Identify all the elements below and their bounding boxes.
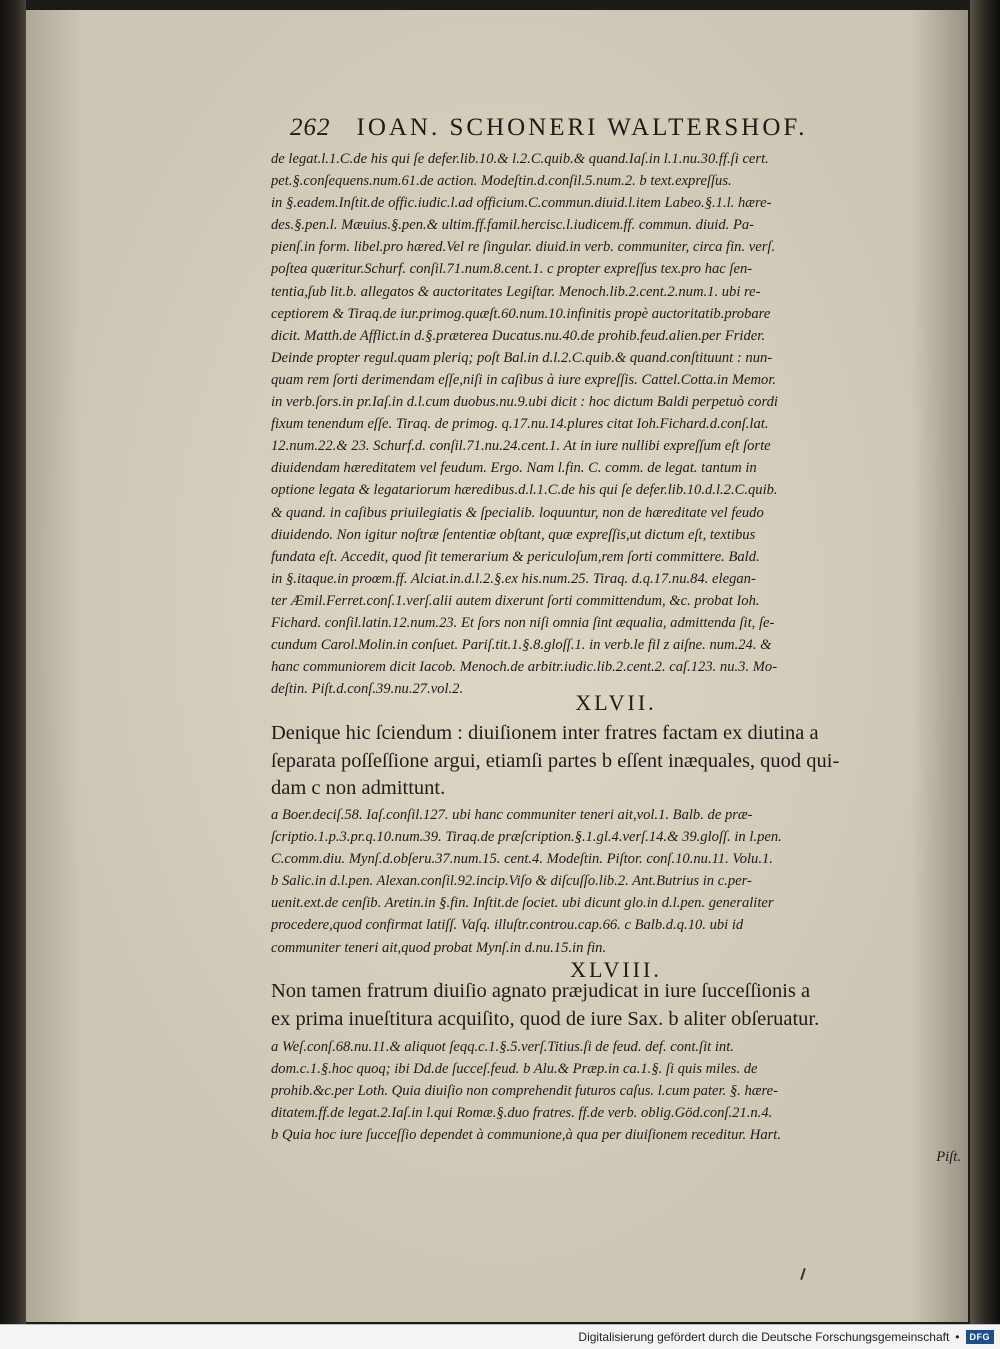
note-line: & quand. in caſibus priuilegiatis & ſpecialib. loquuntur, non de hæreditate vel feudo	[271, 504, 764, 521]
note-line: pet.§.conſequens.num.61.de action. Modeſtin.d.conſil.5.num.2. b text.expreſſus.	[271, 173, 732, 190]
paragraph-line: ex prima inueſtitura acquiſito, quod de iure Sax. b aliter obſeruatur.	[271, 1007, 820, 1030]
paragraph-line: Non tamen fratrum diuiſio agnato præjudicat in iure ſucceſſionis a	[271, 980, 811, 1002]
note-line: tentia,ſub lit.b. allegatos & auctoritates Legiſtar. Menoch.lib.2.cent.2.num.1. ubi re-	[271, 283, 761, 300]
page-header	[290, 114, 920, 142]
note-line: des.§.pen.l. Mæuius.§.pen.& ultim.ff.famil.hercisc.l.iudicem.ff. commun. diuid. Pa-	[271, 217, 755, 234]
running-title: IOAN. SCHONERI WALTERSHOF.	[356, 114, 808, 141]
note-line: pienſ.in form. libel.pro hæred.Vel re ſingular. diuid.in verb. communiter, circa fin. verſ.	[271, 239, 776, 256]
note-line: uenit.ext.de cenſib. Aretin.in §.fin. Inſtit.de ſociet. ubi dicunt glo.in d.l.pen. generaliter	[271, 895, 774, 912]
note-line: fixum tenendum eſſe. Tiraq. de primog. q.17.nu.14.plures citat Ioh.Fichard.d.conſ.lat.	[271, 416, 769, 433]
footer-credit-bar: Digitalisierung gefördert durch die Deutsche Forschungsgemeinschaft • DFG	[0, 1324, 1000, 1349]
section-47-notes	[271, 804, 961, 959]
section-48-notes	[271, 1036, 961, 1169]
note-line: in verb.ſors.in pr.Iaſ.in d.l.cum duobus.nu.9.ubi dicit : hoc dictum Baldi perpetuò cordi	[271, 394, 778, 411]
note-line: ceptiorem & Tiraq.de iur.primog.quæſt.60.num.10.infinitis propè auctoritatib.probare	[271, 305, 771, 322]
note-line: ter Æmil.Ferret.conſ.1.verſ.alii autem dixerunt ſorti committendum, &c. probat Ioh.	[271, 592, 760, 609]
note-line: ditatem.ff.de legat.2.Iaſ.in l.qui Romæ.§.duo fratres. ff.de verb. oblig.Göd.conſ.21.n.4.	[271, 1105, 773, 1122]
note-line: C.comm.diu. Mynſ.d.obſeru.37.num.15. cent.4. Modeſtin. Piſtor. conſ.10.nu.11. Volu.1.	[271, 851, 773, 868]
note-line: de legat.l.1.C.de his qui ſe defer.lib.10.& l.2.C.quib.& quand.Iaſ.in l.1.nu.30.ff.ſi cert.	[271, 151, 769, 167]
paragraph-line: Denique hic ſciendum : diuiſionem inter fratres factam ex diutina a	[271, 722, 819, 744]
note-line: 12.num.22.& 23. Schurf.d. conſil.71.nu.24.cent.1. At in iure nullibi expreſſum eſt ſorte	[271, 438, 771, 455]
note-line: hanc communiorem dicit Iacob. Menoch.de arbitr.iudic.lib.2.cent.2. caſ.123. nu.3. Mo-	[271, 659, 778, 676]
note-line: fundata eſt. Accedit, quod ſit temerarium & periculoſum,rem ſorti committere. Bald.	[271, 548, 760, 565]
note-line: diuidendam hæreditatem vel feudum. Ergo. Nam l.fin. C. comm. de legat. tantum in	[271, 460, 757, 477]
note-line: quam rem ſorti derimendam eſſe,niſi in caſibus à iure expreſſis. Cattel.Cotta.in Memor.	[271, 371, 777, 388]
section-47-paragraph	[271, 720, 961, 803]
notes-top-block	[271, 148, 961, 700]
note-line: b Salic.in d.l.pen. Alexan.conſil.92.incip.Viſo & diſcuſſo.lib.2. Ant.Butrius in c.per-	[271, 873, 752, 890]
paragraph-line: ſeparata poſſeſſione argui, etiamſi partes b eſſent inæquales, quod qui-	[271, 749, 840, 772]
note-line: prohib.&c.per Loth. Quia diuiſio non comprehendit futuros caſus. l.cum pater. §. hære-	[271, 1083, 778, 1100]
note-line: ſcriptio.1.p.3.pr.q.10.num.39. Tiraq.de præſcription.§.1.gl.4.verſ.14.& 39.gloſſ. in l.pen.	[271, 829, 782, 846]
note-line: communiter teneri ait,quod probat Mynſ.in d.nu.15.in fin.	[271, 939, 607, 956]
book-page	[26, 10, 968, 1322]
paragraph-line: dam c non admittunt.	[271, 777, 446, 799]
section-48-paragraph	[271, 978, 961, 1033]
page-number: 262	[290, 114, 331, 141]
catchword: Piſt.	[936, 1149, 961, 1166]
note-line: diuidendo. Non igitur noſtræ ſententiæ obſtant, quæ expreſſis,ut dictum eſt, textibus	[271, 526, 756, 543]
note-line: cundum Carol.Molin.in conſuet. Pariſ.tit.1.§.8.gloſſ.1. in verb.le fil z aiſne. num.24. &	[271, 637, 772, 654]
section-heading-47: XLVII.	[575, 690, 657, 715]
note-line: dicit. Matth.de Afflict.in d.§.præterea Ducatus.nu.40.de prohib.feud.alien.per Frider.	[271, 327, 765, 344]
footer-credit-text: Digitalisierung gefördert durch die Deutsche Forschungsgemeinschaft	[578, 1330, 950, 1344]
note-line: Deinde propter regul.quam pleriq; poſt Bal.in d.l.2.C.quib.& quand.conſtituunt : nun-	[271, 349, 773, 366]
note-line: b Quia hoc iure ſucceſſio dependet à communione,à qua per diuiſionem receditur. Hart.	[271, 1127, 782, 1144]
note-line: dom.c.1.§.hoc quoq; ibi Dd.de ſucceſ.feud. b Alu.& Præp.in ca.1.§. ſi quis miles. de	[271, 1061, 758, 1078]
note-line: optione legata & legatariorum hæredibus.d.l.1.C.de his qui ſe defer.lib.10.d.l.2.C.quib.	[271, 482, 778, 499]
note-line: a Weſ.conſ.68.nu.11.& aliquot ſeqq.c.1.§.5.verſ.Titius.ſi de feud. def. cont.ſit int.	[271, 1039, 734, 1055]
book-binding-right	[970, 0, 1000, 1325]
note-line: Fichard. conſil.latin.12.num.23. Et ſors non niſi omnia ſint æqualia, admittenda ſit, ſe-	[271, 614, 775, 631]
note-line: poſtea quæritur.Schurf. conſil.71.num.8.cent.1. c propter expreſſus tex.pro hac ſen-	[271, 261, 753, 278]
book-binding-left	[0, 0, 26, 1325]
ink-speck	[800, 1268, 806, 1280]
dfg-logo-icon: DFG	[966, 1330, 995, 1344]
section-heading-48: XLVIII.	[570, 957, 662, 982]
note-line: a Boer.deciſ.58. Iaſ.conſil.127. ubi hanc communiter teneri ait,vol.1. Balb. de præ-	[271, 807, 753, 823]
note-line: deſtin. Piſt.d.conſ.39.nu.27.vol.2.	[271, 681, 464, 698]
note-line: procedere,quod confirmat latiſſ. Vaſq. illuſtr.controu.cap.66. c Balb.d.q.10. ubi id	[271, 917, 744, 934]
note-line: in §.eadem.Inſtit.de offic.iudic.l.ad officium.C.commun.diuid.l.item Labeo.§.1.l. hære-	[271, 195, 772, 212]
note-line: in §.itaque.in proœm.ff. Alciat.in.d.l.2.§.ex his.num.25. Tiraq. d.q.17.nu.84. elegan-	[271, 570, 756, 587]
